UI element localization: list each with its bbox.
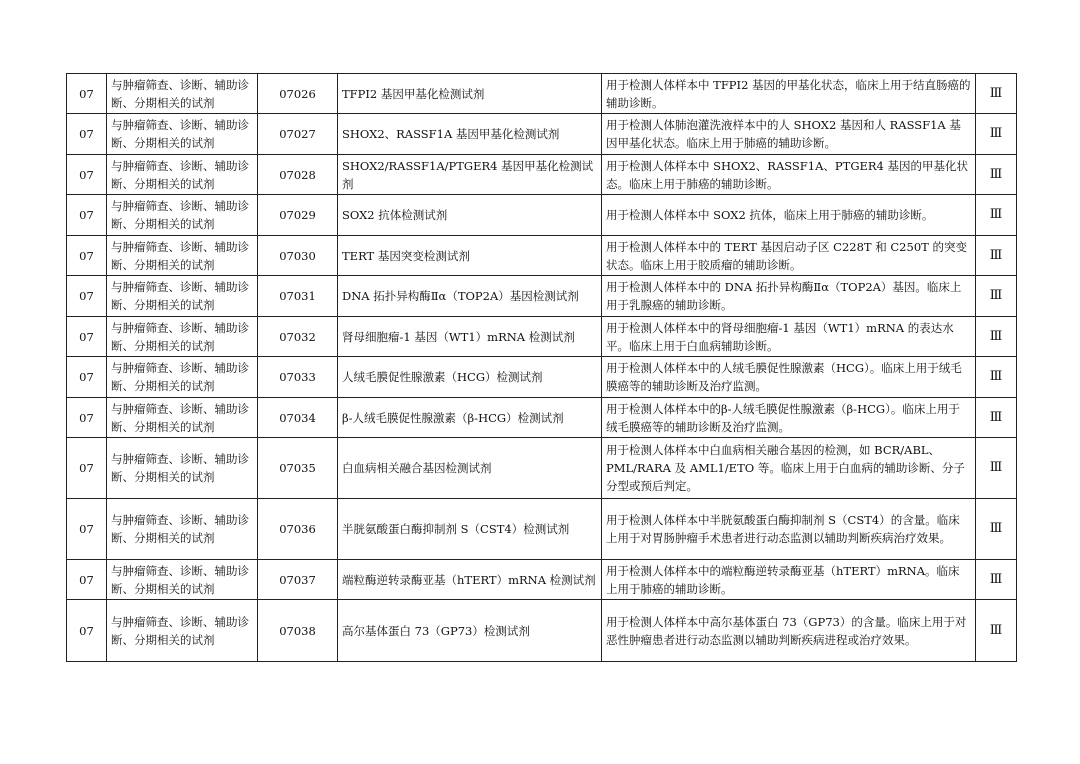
table-row: [67, 398, 1017, 438]
table-row: [67, 114, 1017, 155]
scope-cell: 与肿瘤筛查、诊断、辅助诊断、分期相关的试剂: [107, 357, 258, 398]
class-cell: Ⅲ: [976, 276, 1017, 317]
class-cell: Ⅲ: [976, 499, 1017, 560]
class-cell: Ⅲ: [976, 438, 1017, 499]
table-row: [67, 560, 1017, 600]
category-cell: 07: [67, 438, 107, 499]
scope-cell: 与肿瘤筛查、诊断、辅助诊断、分期相关的试剂: [107, 74, 258, 114]
code-cell: 07032: [258, 317, 338, 357]
scope-cell: 与肿瘤筛查、诊断、辅助诊断、分期相关的试剂: [107, 276, 258, 317]
class-cell: Ⅲ: [976, 236, 1017, 276]
code-cell: 07028: [258, 155, 338, 195]
category-cell: 07: [67, 195, 107, 236]
reagent-name-cell: 人绒毛膜促性腺激素（HCG）检测试剂: [338, 357, 602, 398]
reagent-name-cell: 白血病相关融合基因检测试剂: [338, 438, 602, 499]
intended-use-cell: 用于检测人体样本中半胱氨酸蛋白酶抑制剂 S（CST4）的含量。临床上用于对胃肠肿瘤手术患者进行动态监测以辅助判断疾病治疗效果。: [602, 499, 976, 560]
code-cell: 07038: [258, 600, 338, 662]
intended-use-cell: 用于检测人体样本中高尔基体蛋白 73（GP73）的含量。临床上用于对恶性肿瘤患者进行动态监测以辅助判断疾病进程或治疗效果。: [602, 600, 976, 662]
category-cell: 07: [67, 276, 107, 317]
class-cell: Ⅲ: [976, 74, 1017, 114]
intended-use-cell: 用于检测人体样本中的β-人绒毛膜促性腺激素（β-HCG）。临床上用于绒毛膜癌等的辅助诊断及治疗监测。: [602, 398, 976, 438]
code-cell: 07029: [258, 195, 338, 236]
category-cell: 07: [67, 398, 107, 438]
intended-use-cell: 用于检测人体样本中 SHOX2、RASSF1A、PTGER4 基因的甲基化状态。临床上用于肺癌的辅助诊断。: [602, 155, 976, 195]
category-cell: 07: [67, 114, 107, 155]
intended-use-cell: 用于检测人体样本中的肾母细胞瘤-1 基因（WT1）mRNA 的表达水平。临床上用于白血病辅助诊断。: [602, 317, 976, 357]
class-cell: Ⅲ: [976, 600, 1017, 662]
class-cell: Ⅲ: [976, 560, 1017, 600]
intended-use-cell: 用于检测人体样本中 SOX2 抗体，临床上用于肺癌的辅助诊断。: [602, 195, 976, 236]
table-row: [67, 357, 1017, 398]
category-cell: 07: [67, 317, 107, 357]
table-row: [67, 236, 1017, 276]
table-row: [67, 74, 1017, 114]
class-cell: Ⅲ: [976, 155, 1017, 195]
scope-cell: 与肿瘤筛查、诊断、辅助诊断、分期相关的试剂: [107, 438, 258, 499]
table-row: [67, 155, 1017, 195]
scope-cell: 与肿瘤筛查、诊断、辅助诊断、分期相关的试剂: [107, 114, 258, 155]
reagent-name-cell: 高尔基体蛋白 73（GP73）检测试剂: [338, 600, 602, 662]
reagent-classification-table: [66, 73, 1017, 662]
scope-cell: 与肿瘤筛查、诊断、辅助诊断、分期相关的试剂: [107, 560, 258, 600]
intended-use-cell: 用于检测人体样本中 TFPI2 基因的甲基化状态，临床上用于结直肠癌的辅助诊断。: [602, 74, 976, 114]
scope-cell: 与肿瘤筛查、诊断、辅助诊断、分期相关的试剂: [107, 195, 258, 236]
code-cell: 07026: [258, 74, 338, 114]
code-cell: 07037: [258, 560, 338, 600]
class-cell: Ⅲ: [976, 317, 1017, 357]
reagent-name-cell: 端粒酶逆转录酶亚基（hTERT）mRNA 检测试剂: [338, 560, 602, 600]
code-cell: 07035: [258, 438, 338, 499]
reagent-name-cell: 半胱氨酸蛋白酶抑制剂 S（CST4）检测试剂: [338, 499, 602, 560]
code-cell: 07031: [258, 276, 338, 317]
category-cell: 07: [67, 560, 107, 600]
code-cell: 07030: [258, 236, 338, 276]
intended-use-cell: 用于检测人体样本中白血病相关融合基因的检测，如 BCR/ABL、PML/RARA 及 AML1/ETO 等。临床上用于白血病的辅助诊断、分子分型或预后判定。: [602, 438, 976, 499]
class-cell: Ⅲ: [976, 357, 1017, 398]
reagent-name-cell: TERT 基因突变检测试剂: [338, 236, 602, 276]
intended-use-cell: 用于检测人体肺泡灌洗液样本中的人 SHOX2 基因和人 RASSF1A 基因甲基化状态。临床上用于肺癌的辅助诊断。: [602, 114, 976, 155]
class-cell: Ⅲ: [976, 114, 1017, 155]
reagent-name-cell: SHOX2、RASSF1A 基因甲基化检测试剂: [338, 114, 602, 155]
intended-use-cell: 用于检测人体样本中的 TERT 基因启动子区 C228T 和 C250T 的突变状态。临床上用于胶质瘤的辅助诊断。: [602, 236, 976, 276]
table-row: [67, 499, 1017, 560]
reagent-name-cell: DNA 拓扑异构酶Ⅱα（TOP2A）基因检测试剂: [338, 276, 602, 317]
scope-cell: 与肿瘤筛查、诊断、辅助诊断、分期相关的试剂: [107, 499, 258, 560]
code-cell: 07034: [258, 398, 338, 438]
scope-cell: 与肿瘤筛查、诊断、辅助诊断、分期相关的试剂: [107, 317, 258, 357]
table-row: [67, 317, 1017, 357]
table-body: [67, 74, 1017, 662]
scope-cell: 与肿瘤筛查、诊断、辅助诊断、分期相关的试剂: [107, 398, 258, 438]
category-cell: 07: [67, 236, 107, 276]
reagent-name-cell: SHOX2/RASSF1A/PTGER4 基因甲基化检测试剂: [338, 155, 602, 195]
scope-cell: 与肿瘤筛查、诊断、辅助诊断、分期相关的试剂: [107, 600, 258, 662]
intended-use-cell: 用于检测人体样本中的人绒毛膜促性腺激素（HCG）。临床上用于绒毛膜癌等的辅助诊断及治疗监测。: [602, 357, 976, 398]
scope-cell: 与肿瘤筛查、诊断、辅助诊断、分期相关的试剂: [107, 155, 258, 195]
reagent-name-cell: SOX2 抗体检测试剂: [338, 195, 602, 236]
reagent-name-cell: β-人绒毛膜促性腺激素（β-HCG）检测试剂: [338, 398, 602, 438]
intended-use-cell: 用于检测人体样本中的端粒酶逆转录酶亚基（hTERT）mRNA。临床上用于肺癌的辅助诊断。: [602, 560, 976, 600]
category-cell: 07: [67, 499, 107, 560]
scope-cell: 与肿瘤筛查、诊断、辅助诊断、分期相关的试剂: [107, 236, 258, 276]
category-cell: 07: [67, 600, 107, 662]
category-cell: 07: [67, 155, 107, 195]
code-cell: 07033: [258, 357, 338, 398]
table-row: [67, 600, 1017, 662]
reagent-name-cell: TFPI2 基因甲基化检测试剂: [338, 74, 602, 114]
class-cell: Ⅲ: [976, 195, 1017, 236]
intended-use-cell: 用于检测人体样本中的 DNA 拓扑异构酶Ⅱα（TOP2A）基因。临床上用于乳腺癌的辅助诊断。: [602, 276, 976, 317]
category-cell: 07: [67, 357, 107, 398]
table-row: [67, 276, 1017, 317]
code-cell: 07027: [258, 114, 338, 155]
code-cell: 07036: [258, 499, 338, 560]
class-cell: Ⅲ: [976, 398, 1017, 438]
table-row: [67, 438, 1017, 499]
category-cell: 07: [67, 74, 107, 114]
table-row: [67, 195, 1017, 236]
reagent-name-cell: 肾母细胞瘤-1 基因（WT1）mRNA 检测试剂: [338, 317, 602, 357]
